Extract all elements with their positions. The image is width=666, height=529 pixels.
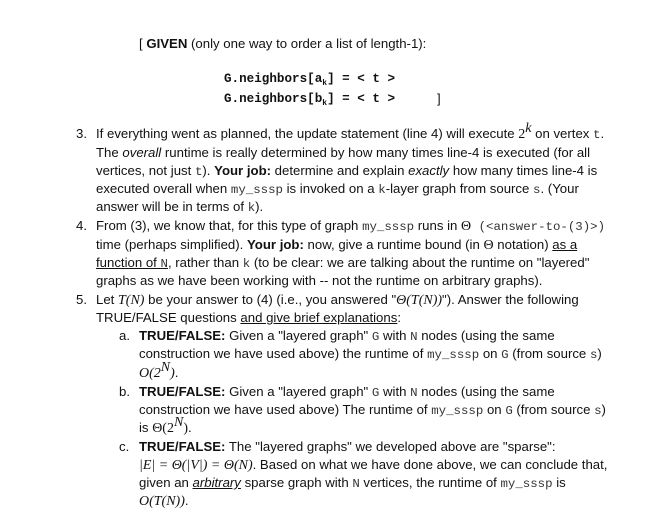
item-3-line-3: vertices, not just t). Your job: determine and explain exactly how many times line-4 is [96,163,598,179]
item-5b-line-1: TRUE/FALSE: Given a "layered graph" G with N nodes (using the same [139,384,555,400]
item-4-line-3: function of N, rather than k (to be clear: we are talking about the runtime on "layered" [96,255,590,271]
item-3-line-1: If everything went as planned, the update statement (line 4) will execute 2$^k$ on vertex t. [96,121,605,142]
item-5a-line-2: construction we have used above) the runtime of my_sssp on G (from source s) [139,346,602,362]
given-header [139,35,426,53]
item-5a-letter: a. [119,328,130,343]
code-line-2: $G.neighbors[b_k]$ = < t > [224,92,396,108]
item-5c-line-4: O(T(N)). [139,493,189,509]
item-5b-letter: b. [119,384,130,399]
item-5a-line-1: TRUE/FALSE: Given a "layered graph" G with N nodes (using the same [139,328,555,344]
item-5c-line-1: TRUE/FALSE: The "layered graphs" we developed above are "sparse": [139,439,556,454]
item-4-line-1: From (3), we know that, for this type of graph my_sssp runs in Θ (<answer-to-(3)>) [96,218,606,234]
item-5a-line-3: $O(2^N)$. [139,360,179,381]
item-5b-line-2: construction we have used above) The runtime of my_sssp on G (from source s) [139,402,606,418]
item-4-line-4: graphs as we have been working with -- not the runtime on arbitrary graphs). [96,273,543,288]
item-5-line-1: Let T(N) be your answer to (4) (i.e., you answered "Θ(T(N))"). Answer the following [96,292,579,308]
item-5-number: 5. [76,292,87,307]
item-5-line-2: TRUE/FALSE questions and give brief explanations: [96,310,401,325]
code-line-1: $G.neighbors[a_k]$ = < t > [224,72,396,88]
item-5b-line-3: is $\Theta(2^N)$. [139,415,192,436]
given-label: GIVEN [146,36,188,51]
given-description: (only one way to order a list of length-1): [187,36,427,51]
item-3-number: 3. [76,126,87,141]
given-close-bracket: ] [437,91,441,106]
item-4-line-2: time (perhaps simplified). Your job: now, give a runtime bound (in Θ notation) as a [96,237,578,253]
item-3-line-2: The overall runtime is really determined by how many times line-4 is executed (for all [96,145,591,160]
item-3-line-4: executed overall when my_sssp is invoked on a k-layer graph from source s. (Your [96,181,579,197]
given-open-bracket: [ [139,36,147,51]
item-4-number: 4. [76,218,87,233]
item-3-line-5: answer will be in terms of k). [96,199,264,215]
item-5c-letter: c. [119,439,130,454]
item-5c-line-3: given an arbitrary sparse graph with N vertices, the runtime of my_sssp is [139,475,566,491]
item-5c-line-2: |E| = Θ(|V|) = Θ(N). Based on what we have done above, we can conclude that, [139,457,608,473]
